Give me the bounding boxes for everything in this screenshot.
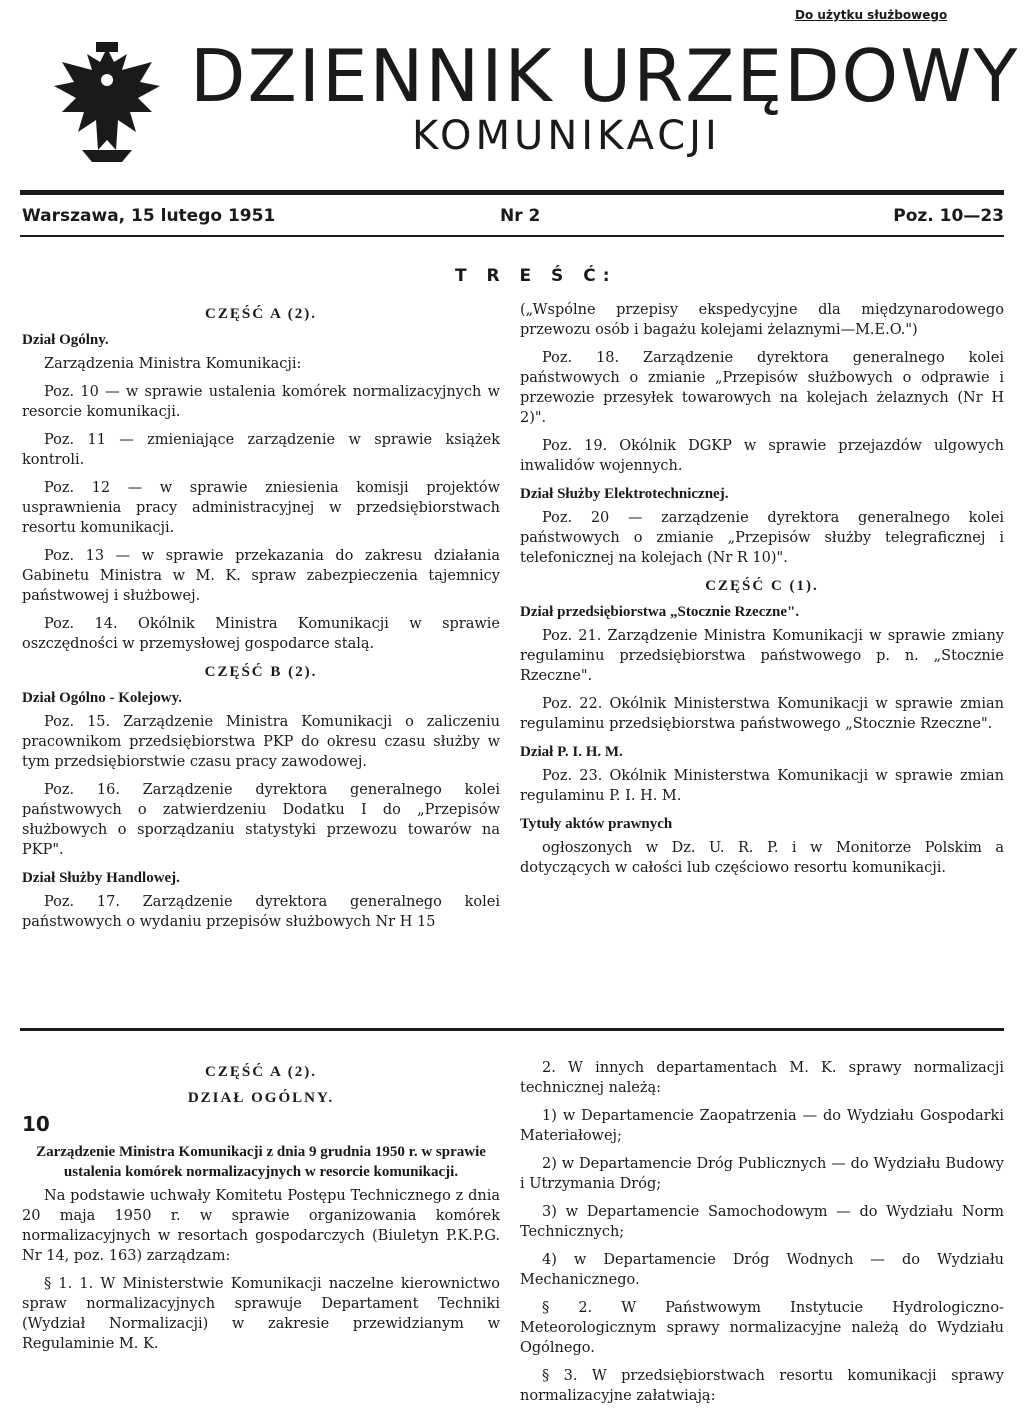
paragraph: ogłoszonych w Dz. U. R. P. i w Monitorze Polskim a dotyczących w całości lub częściowo resortu komunikacji. bbox=[520, 840, 1004, 876]
part-heading: CZĘŚĆ A (2). bbox=[205, 306, 317, 322]
paragraph: Poz. 16. Zarządzenie dyrektora generalnego kolei państwowych o zatwierdzeniu Dodatku I do „Przepisów służbowych o sporządzaniu statystyki przewozu towarów na PKP". bbox=[22, 782, 500, 858]
contents-title: T R E Ś Ć: bbox=[455, 266, 617, 286]
paragraph: Poz. 23. Okólnik Ministerstwa Komunikacji w sprawie zmian regulaminu P. I. H. M. bbox=[520, 768, 1004, 804]
act-10-left-column bbox=[22, 1058, 500, 1362]
act-10-right-column bbox=[520, 1058, 1004, 1414]
usage-note: Do użytku służbowego bbox=[795, 8, 948, 22]
paragraph: („Wspólne przepisy ekspedycyjne dla międzynarodowego przewozu osób i bagażu kolejami żelaznymi—M.E.O.") bbox=[520, 302, 1004, 338]
section-heading: Dział Służby Elektrotechnicznej. bbox=[520, 486, 729, 502]
act-number: 10 bbox=[22, 1112, 50, 1136]
issue-info-row bbox=[22, 206, 1004, 230]
header-rule-top bbox=[20, 190, 1004, 195]
journal-subtitle: KOMUNIKACJI bbox=[412, 113, 721, 159]
paragraph: 2. W innych departamentach M. K. sprawy normalizacji technicznej należą: bbox=[520, 1060, 1004, 1096]
paragraph: 4) w Departamencie Dróg Wodnych — do Wydziału Mechanicznego. bbox=[520, 1252, 1004, 1288]
paragraph: Poz. 19. Okólnik DGKP w sprawie przejazdów ulgowych inwalidów wojennych. bbox=[520, 438, 1004, 474]
paragraph: Poz. 17. Zarządzenie dyrektora generalnego kolei państwowych o wydaniu przepisów służbowych Nr H 15 bbox=[22, 894, 500, 930]
header-rule-bottom bbox=[20, 235, 1004, 237]
paragraph: 1) w Departamencie Zaopatrzenia — do Wydziału Gospodarki Materiałowej; bbox=[520, 1108, 1004, 1144]
paragraph: Poz. 20 — zarządzenie dyrektora generalnego kolei państwowych o zmianie „Przepisów służby telegraficznej i telefonicznej na kolejach (Nr R 10)". bbox=[520, 510, 1004, 566]
paragraph: § 1. 1. W Ministerstwie Komunikacji naczelne kierownictwo spraw normalizacyjnych sprawuje Departament Techniki (Wydział Normalizacji) w zakresie przewidzianym w Regulaminie M. K. bbox=[22, 1276, 500, 1352]
contents-right-column bbox=[520, 300, 1004, 886]
paragraph: Poz. 21. Zarządzenie Ministra Komunikacji w sprawie zmiany regulaminu przedsiębiorstwa państwowego p. n. „Stocznie Rzeczne". bbox=[520, 628, 1004, 684]
paragraph: § 2. W Państwowym Instytucie Hydrologiczno-Meteorologicznym sprawy normalizacyjne należą do Wydziału Ogólnego. bbox=[520, 1300, 1004, 1356]
place-date: Warszawa, 15 lutego 1951 bbox=[22, 206, 276, 226]
part-heading: CZĘŚĆ B (2). bbox=[204, 664, 318, 680]
eagle-emblem-icon bbox=[52, 40, 162, 165]
part-heading: CZĘŚĆ A (2). bbox=[205, 1064, 317, 1080]
act-title: Zarządzenie Ministra Komunikacji z dnia 9 grudnia 1950 r. w sprawie ustalenia komórek normalizacyjnych w resorcie komunikacji. bbox=[36, 1144, 486, 1180]
paragraph: Poz. 13 — w sprawie przekazania do zakresu działania Gabinetu Ministra w M. K. spraw zabezpieczenia tajemnicy państwowej i służbowej. bbox=[22, 548, 500, 604]
paragraph: Poz. 18. Zarządzenie dyrektora generalnego kolei państwowych o zmianie „Przepisów służbowych o odprawie i przewozie przesyłek towarowych na kolejach żelaznych (Nr H 2)". bbox=[520, 350, 1004, 426]
issue-number: Nr 2 bbox=[500, 206, 541, 226]
section-heading: Dział P. I. H. M. bbox=[520, 744, 623, 760]
section-heading: Dział Służby Handlowej. bbox=[22, 870, 180, 886]
paragraph: Poz. 10 — w sprawie ustalenia komórek normalizacyjnych w resorcie komunikacji. bbox=[22, 384, 500, 420]
section-heading: Dział Ogólny. bbox=[22, 332, 109, 348]
paragraph: Poz. 11 — zmieniające zarządzenie w sprawie książek kontroli. bbox=[22, 432, 500, 468]
part-heading: CZĘŚĆ C (1). bbox=[705, 578, 819, 594]
paragraph: Zarządzenia Ministra Komunikacji: bbox=[44, 356, 302, 372]
section-heading: Tytuły aktów prawnych bbox=[520, 816, 673, 832]
journal-title: DZIENNIK URZĘDOWY bbox=[190, 34, 1020, 118]
paragraph: Na podstawie uchwały Komitetu Postępu Technicznego z dnia 20 maja 1950 r. w sprawie organizowania komórek normalizacyjnych w resortach gospodarczych (Biuletyn P.K.P.G. Nr 14, poz. 163) zarządzam: bbox=[22, 1188, 500, 1264]
paragraph: Poz. 14. Okólnik Ministra Komunikacji w sprawie oszczędności w przemysłowej gospodarce stalą. bbox=[22, 616, 500, 652]
paragraph: 3) w Departamencie Samochodowym — do Wydziału Norm Technicznych; bbox=[520, 1204, 1004, 1240]
paragraph: Poz. 15. Zarządzenie Ministra Komunikacji o zaliczeniu pracownikom przedsiębiorstwa PKP do okresu czasu służby w tym przedsiębiorstwie czasu pracy zawodowej. bbox=[22, 714, 500, 770]
part-heading: DZIAŁ OGÓLNY. bbox=[187, 1090, 335, 1106]
section-heading: Dział Ogólno - Kolejowy. bbox=[22, 690, 182, 706]
paragraph: 2) w Departamencie Dróg Publicznych — do Wydziału Budowy i Utrzymania Dróg; bbox=[520, 1156, 1004, 1192]
paragraph: Poz. 22. Okólnik Ministerstwa Komunikacji w sprawie zmian regulaminu przedsiębiorstwa państwowego „Stocznie Rzeczne". bbox=[520, 696, 1004, 732]
paragraph: § 3. W przedsiębiorstwach resortu komunikacji sprawy normalizacyjne załatwiają: bbox=[520, 1368, 1004, 1404]
positions-range: Poz. 10—23 bbox=[893, 206, 1004, 226]
section-divider bbox=[20, 1028, 1004, 1031]
section-heading: Dział przedsiębiorstwa „Stocznie Rzeczne". bbox=[520, 604, 800, 620]
paragraph: Poz. 12 — w sprawie zniesienia komisji projektów usprawnienia pracy administracyjnej w przedsiębiorstwach resortu komunikacji. bbox=[22, 480, 500, 536]
contents-left-column bbox=[22, 300, 500, 940]
